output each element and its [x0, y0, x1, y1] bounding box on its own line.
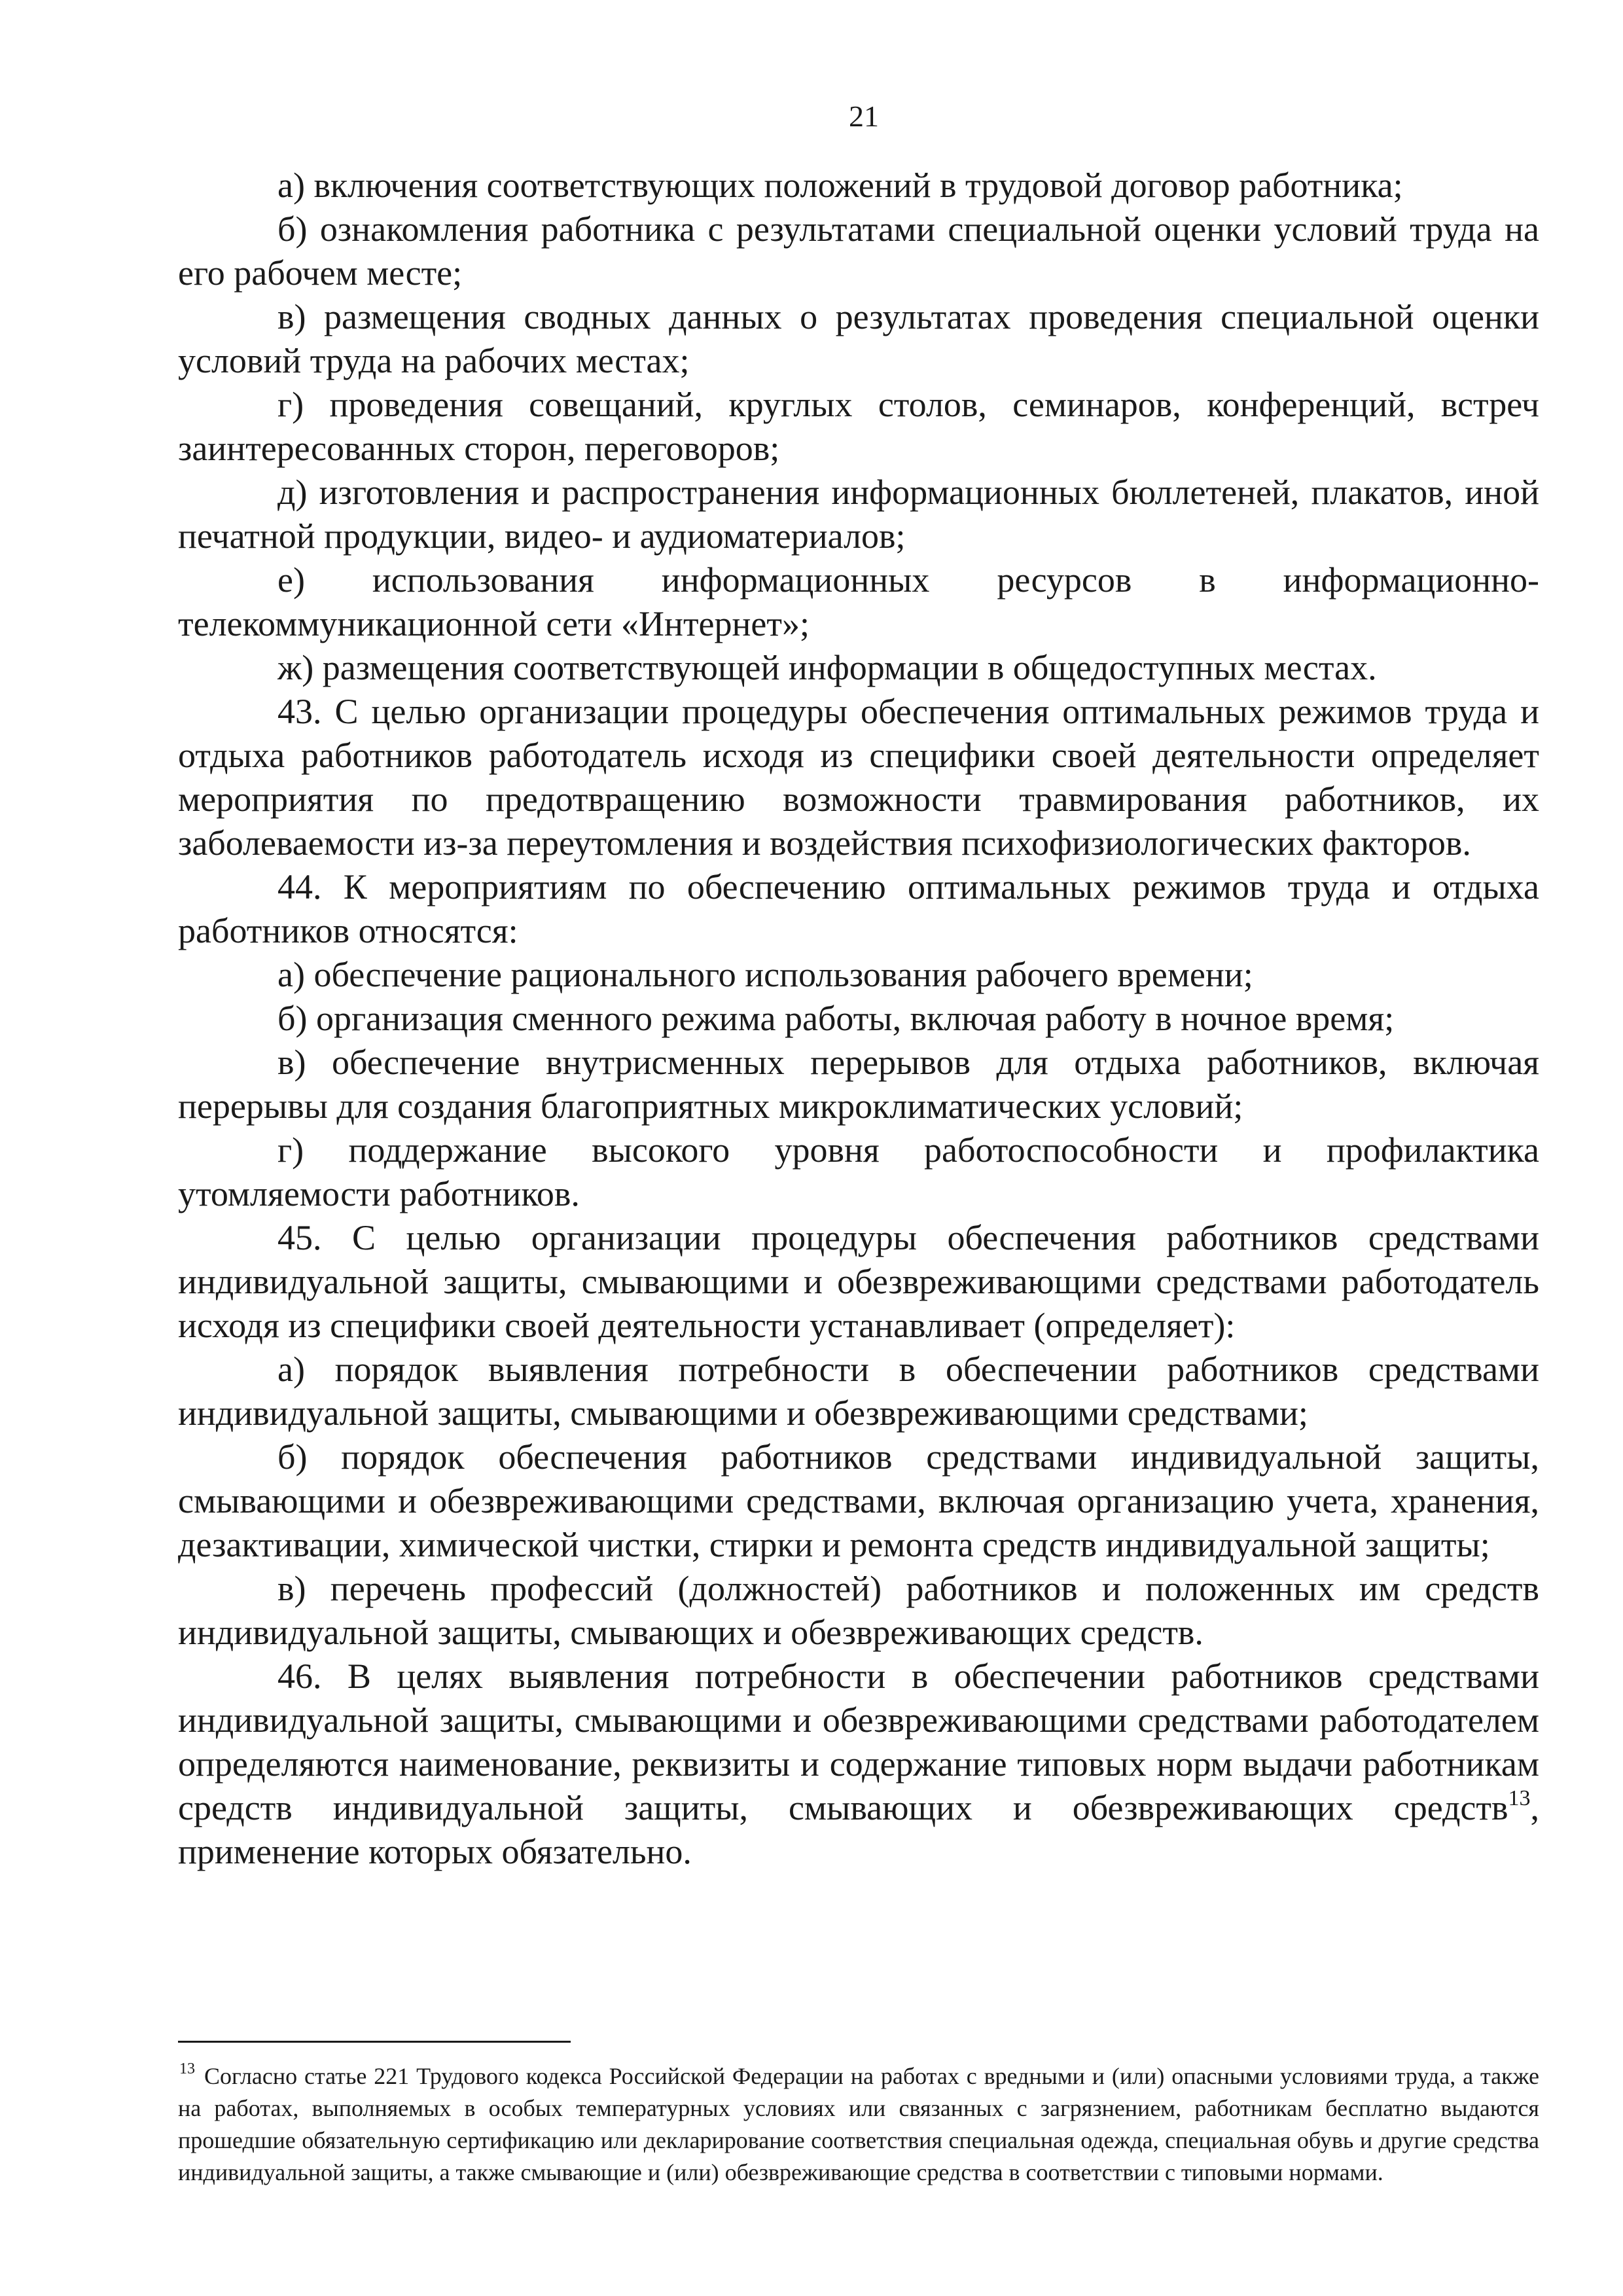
paragraph-b-familiarization: б) ознакомления работника с результатами специальной оценки условий труда на его рабочем месте;	[178, 209, 1539, 293]
paragraph-v-placement-summary: в) размещения сводных данных о результатах проведения специальной оценки условий труда на рабочих местах;	[178, 297, 1539, 380]
paragraph-a-inclusion: а) включения соответствующих положений в трудовой договор работника;	[277, 166, 1403, 205]
paragraph-44: 44. К мероприятиям по обеспечению оптимальных режимов труда и отдыха работников относятся:	[178, 867, 1539, 950]
paragraph-45: 45. С целью организации процедуры обеспечения работников средствами индивидуальной защиты, смывающими и обезвреживающими средствами работодатель исходя из специфики своей деятельности устанавливает (определяет):	[178, 1218, 1539, 1345]
paragraph-44-g: г) поддержание высокого уровня работоспособности и профилактика утомляемости работников.	[178, 1130, 1539, 1213]
footnote-marker: 13	[179, 2060, 195, 2077]
paragraph-e-internet: е) использования информационных ресурсов в информационно-телекоммуникационной сети «Интернет»;	[178, 560, 1539, 643]
footnote-text: Согласно статье 221 Трудового кодекса Российской Федерации на работах с вредными и (или) опасными условиями труда, а также на работах, выполняемых в особых температурных условиях или связанных с загрязнением, работникам бесплатно выдаются прошедшие обязательную сертификацию или декларирование соответствия специальная одежда, специальная обувь и другие средства индивидуальной защиты, а также смывающие и (или) обезвреживающие средства в соответствии с типовыми нормами.	[178, 2063, 1539, 2185]
page-number: 21	[849, 99, 879, 133]
paragraph-zh-public-places: ж) размещения соответствующей информации в общедоступных местах.	[277, 648, 1377, 687]
body-text	[178, 164, 1539, 1874]
paragraph-45-a: а) порядок выявления потребности в обеспечении работников средствами индивидуальной защиты, смывающими и обезвреживающими средствами;	[178, 1350, 1539, 1433]
paragraph-46	[178, 1655, 1539, 1874]
paragraph-44-b: б) организация сменного режима работы, включая работу в ночное время;	[277, 999, 1395, 1038]
footnote	[178, 2060, 1539, 2189]
footnote-separator	[178, 2041, 571, 2043]
paragraph-43: 43. С целью организации процедуры обеспечения оптимальных режимов труда и отдыха работников работодатель исходя из специфики своей деятельности определяет мероприятия по предотвращению возможности травмирования работников, их заболеваемости из-за переутомления и воздействия психофизиологических факторов.	[178, 692, 1539, 863]
paragraph-45-v: в) перечень профессий (должностей) работников и положенных им средств индивидуальной защиты, смывающих и обезвреживающих средств.	[178, 1569, 1539, 1652]
paragraph-46-text-end: , применение которых обязательно.	[178, 1788, 1539, 1871]
paragraph-44-a: а) обеспечение рационального использования рабочего времени;	[277, 955, 1253, 994]
footnote-reference[interactable]: 13	[1508, 1786, 1531, 1810]
paragraph-44-v: в) обеспечение внутрисменных перерывов для отдыха работников, включая перерывы для создания благоприятных микроклиматических условий;	[178, 1043, 1539, 1126]
paragraph-46-text: 46. В целях выявления потребности в обеспечении работников средствами индивидуальной защиты, смывающими и обезвреживающими средствами работодателем определяются наименование, реквизиты и содержание типовых норм выдачи работникам средств индивидуальной защиты, смывающих и обезвреживающих средств	[178, 1657, 1539, 1827]
paragraph-g-meetings: г) проведения совещаний, круглых столов, семинаров, конференций, встреч заинтересованных сторон, переговоров;	[178, 385, 1539, 468]
paragraph-45-b: б) порядок обеспечения работников средствами индивидуальной защиты, смывающими и обезвреживающими средствами, включая организацию учета, хранения, дезактивации, химической чистки, стирки и ремонта средств индивидуальной защиты;	[178, 1437, 1539, 1564]
paragraph-d-bulletins: д) изготовления и распространения информационных бюллетеней, плакатов, иной печатной продукции, видео- и аудиоматериалов;	[178, 473, 1539, 556]
